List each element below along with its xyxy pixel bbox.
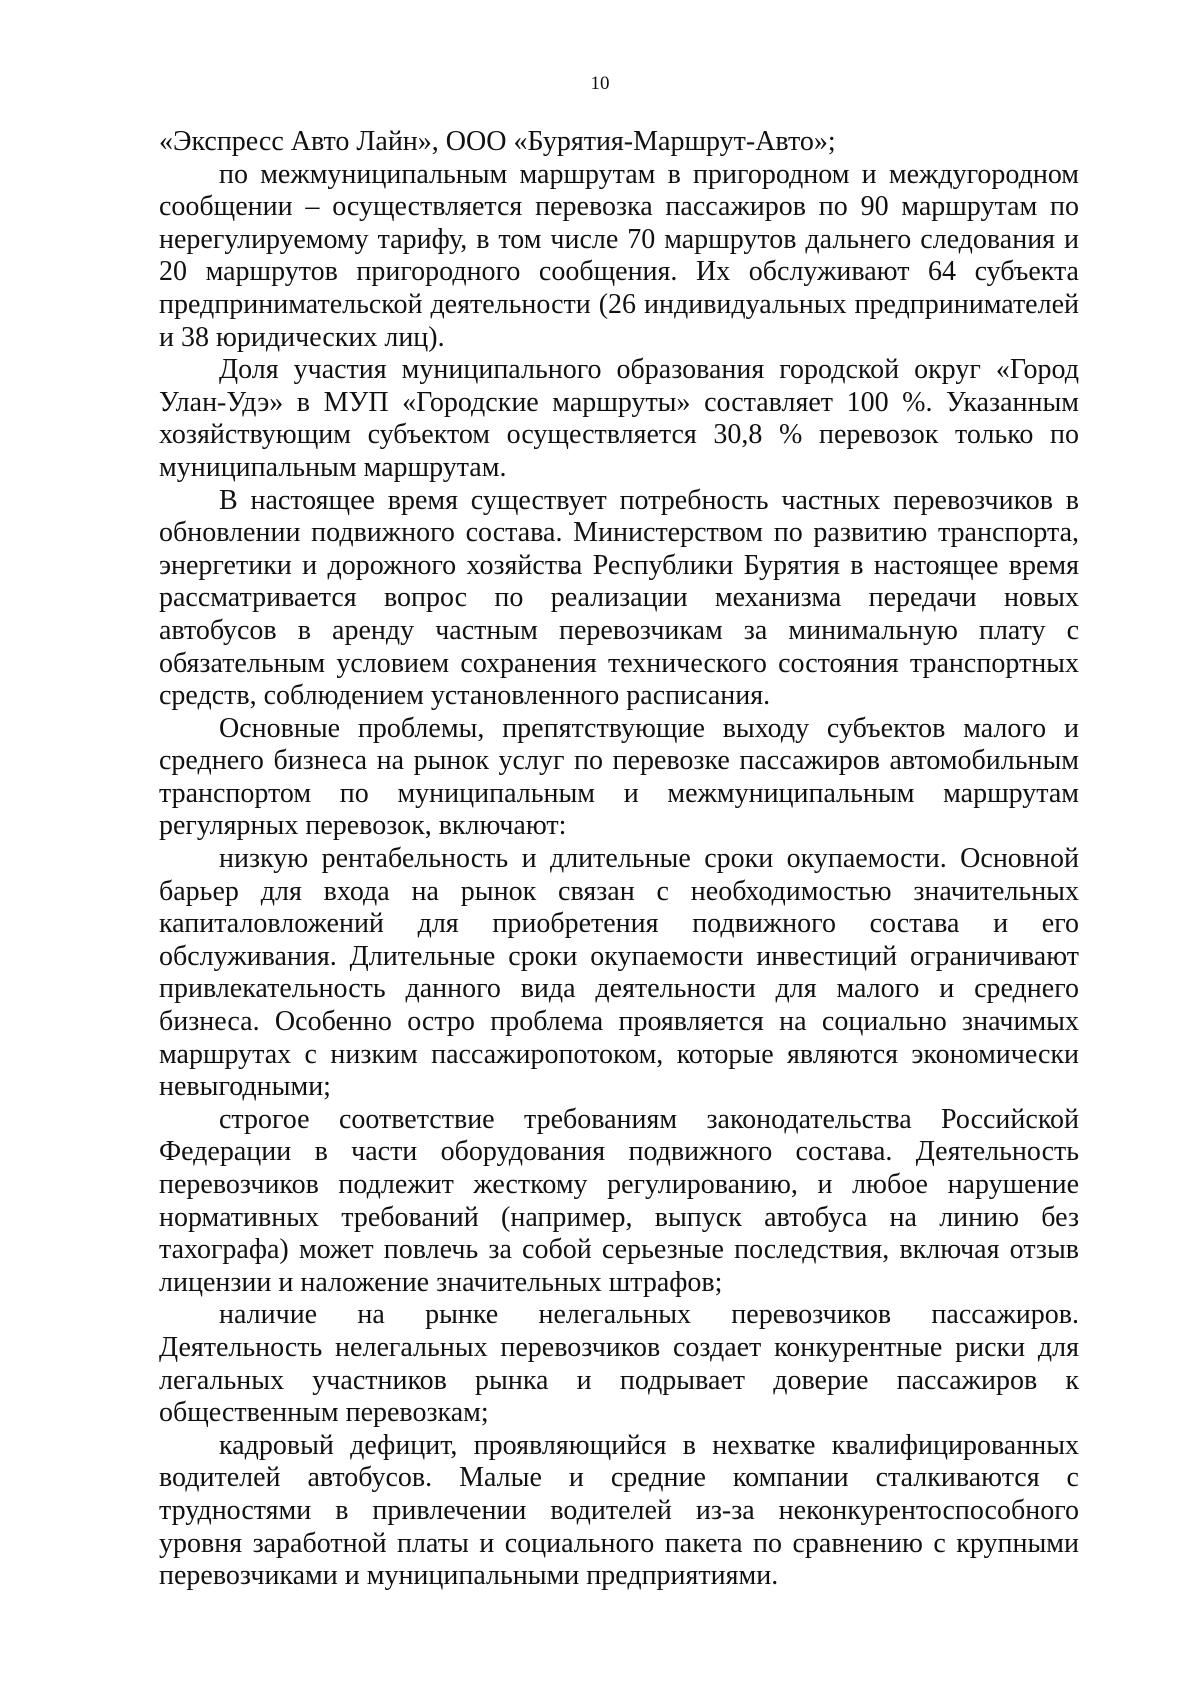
document-body [159,126,1079,1593]
paragraph-illegal-carriers: наличие на рынке нелегальных перевозчиков пассажиров. Деятельность нелегальных перевозчиков создает конкурентные риски для легальных участников рынка и подрывает доверие пассажиров к общественным перевозкам; [159,1299,1079,1429]
paragraph-fleet-renewal: В настоящее время существует потребность частных перевозчиков в обновлении подвижного состава. Министерством по развитию транспорта, энергетики и дорожного хозяйства Республики Бурятия в настоящее время рассматривается вопрос по реализации механизма передачи новых автобусов в аренду частным перевозчикам за минимальную плату с обязательным условием сохранения технического состояния транспортных средств, соблюдением установленного расписания. [159,484,1079,712]
paragraph-low-profitability: низкую рентабельность и длительные сроки окупаемости. Основной барьер для входа на рынок связан с необходимостью значительных капиталовложений для приобретения подвижного состава и его обслуживания. Длительные сроки окупаемости инвестиций ограничивают привлекательность данного вида деятельности для малого и среднего бизнеса. Особенно остро проблема проявляется на социально значимых маршрутах с низким пассажиропотоком, которые являются экономически невыгодными; [159,843,1079,1103]
paragraph-legal-compliance: строгое соответствие требованиям законодательства Российской Федерации в части оборудования подвижного состава. Деятельность перевозчиков подлежит жесткому регулированию, и любое нарушение нормативных требований (например, выпуск автобуса на линию без тахографа) может повлечь за собой серьезные последствия, включая отзыв лицензии и наложение значительных штрафов; [159,1103,1079,1298]
paragraph-continuation: «Экспресс Авто Лайн», ООО «Бурятия-Маршрут-Авто»; [159,126,836,157]
paragraph-staff-shortage: кадровый дефицит, проявляющийся в нехватке квалифицированных водителей автобусов. Малые и средние компании сталкиваются с трудностями в привлечении водителей из-за неконкурентоспособного уровня заработной платы и социального пакета по сравнению с крупными перевозчиками и муниципальными предприятиями. [159,1429,1079,1592]
paragraph-municipal-share: Доля участия муниципального образования городской округ «Город Улан-Удэ» в МУП «Городские маршруты» составляет 100 %. Указанным хозяйствующим субъектом осуществляется 30,8 % перевозок только по муниципальным маршрутам. [159,354,1079,483]
paragraph-main-problems: Основные проблемы, препятствующие выходу субъектов малого и среднего бизнеса на рынок услуг по перевозке пассажиров автомобильным транспортом по муниципальным и межмуниципальным маршрутам регулярных перевозок, включают: [159,712,1079,842]
paragraph-intermunicipal-routes: по межмуниципальным маршрутам в пригородном и междугородном сообщении – осуществляется перевозка пассажиров по 90 маршрутам по нерегулируемому тарифу, в том числе 70 маршрутов дальнего следования и 20 маршрутов пригородного сообщения. Их обслуживают 64 субъекта предпринимательской деятельности (26 индивидуальных предпринимателей и 38 юридических лиц). [159,158,1079,353]
page-number: 10 [590,73,610,94]
